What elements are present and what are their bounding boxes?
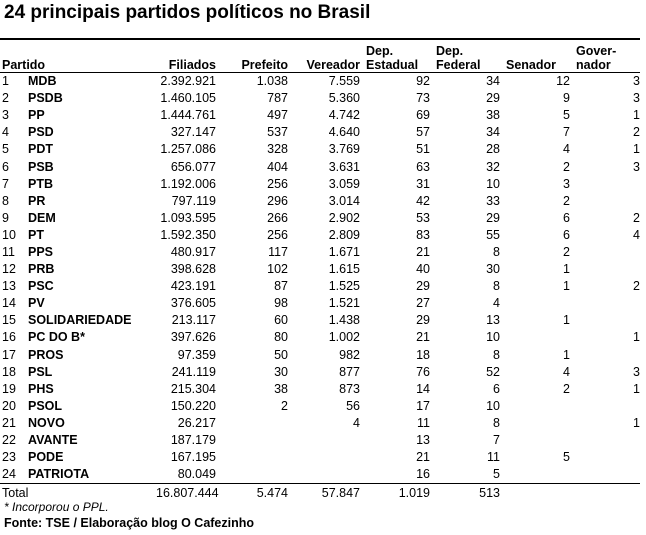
cell-senador: 12 bbox=[556, 74, 570, 89]
footnote: * Incorporou o PPL. bbox=[4, 500, 109, 514]
cell-senador: 5 bbox=[563, 108, 570, 123]
cell-prefeito: 2 bbox=[281, 398, 288, 413]
cell-dep-federal: 38 bbox=[486, 108, 500, 123]
header-vereador: Vereador bbox=[288, 39, 360, 73]
cell-dep-estadual: 21 bbox=[416, 330, 430, 345]
cell-senador: 2 bbox=[563, 159, 570, 174]
cell-senador: 4 bbox=[563, 364, 570, 379]
cell-governador bbox=[570, 347, 640, 364]
cell-prefeito bbox=[216, 432, 288, 449]
cell-vereador bbox=[288, 432, 360, 449]
cell-prefeito: 87 bbox=[274, 279, 288, 294]
cell-dep-estadual: 13 bbox=[416, 433, 430, 448]
row-number: 6 bbox=[2, 159, 9, 174]
cell-dep-estadual: 63 bbox=[416, 159, 430, 174]
cell-prefeito bbox=[216, 466, 288, 484]
cell-governador: 3 bbox=[633, 74, 640, 89]
table-row bbox=[0, 261, 640, 278]
cell-prefeito: 328 bbox=[267, 142, 288, 157]
cell-filiados: 1.257.086 bbox=[160, 142, 216, 157]
cell-governador: 3 bbox=[633, 91, 640, 106]
cell-dep-estadual: 42 bbox=[416, 193, 430, 208]
cell-prefeito: 787 bbox=[267, 91, 288, 106]
cell-filiados: 376.605 bbox=[170, 296, 216, 311]
total-dep-estadual: 1.019 bbox=[360, 484, 430, 503]
cell-senador: 4 bbox=[563, 142, 570, 157]
cell-prefeito: 60 bbox=[274, 313, 288, 328]
cell-senador: 3 bbox=[563, 176, 570, 191]
total-vereador: 57.847 bbox=[288, 484, 360, 503]
party-name: PHS bbox=[28, 381, 54, 396]
cell-prefeito: 404 bbox=[267, 159, 288, 174]
cell-prefeito: 50 bbox=[274, 347, 288, 362]
cell-vereador: 3.769 bbox=[328, 142, 360, 157]
party-name: PSB bbox=[28, 159, 54, 174]
cell-filiados: 480.917 bbox=[170, 244, 216, 259]
cell-filiados: 397.626 bbox=[170, 330, 216, 345]
party-name: PODE bbox=[28, 450, 64, 465]
party-name: DEM bbox=[28, 210, 56, 225]
cell-dep-federal: 10 bbox=[486, 176, 500, 191]
cell-dep-federal: 13 bbox=[486, 313, 500, 328]
cell-filiados: 1.460.105 bbox=[160, 91, 216, 106]
row-number: 5 bbox=[2, 142, 9, 157]
row-number: 2 bbox=[2, 91, 9, 106]
cell-dep-estadual: 14 bbox=[416, 381, 430, 396]
cell-dep-estadual: 83 bbox=[416, 227, 430, 242]
cell-senador bbox=[500, 466, 570, 484]
row-number: 18 bbox=[2, 364, 16, 379]
cell-dep-federal: 8 bbox=[493, 279, 500, 294]
cell-governador bbox=[570, 449, 640, 466]
cell-dep-federal: 52 bbox=[486, 364, 500, 379]
table-row bbox=[0, 381, 640, 398]
row-number: 15 bbox=[2, 313, 16, 328]
cell-senador: 1 bbox=[563, 347, 570, 362]
total-dep-federal: 513 bbox=[430, 484, 500, 503]
header-dep-estadual: Dep. Estadual bbox=[360, 39, 430, 73]
parties-table bbox=[0, 38, 640, 502]
table-row bbox=[0, 227, 640, 244]
cell-governador bbox=[570, 432, 640, 449]
cell-senador: 5 bbox=[563, 450, 570, 465]
cell-filiados: 1.444.761 bbox=[160, 108, 216, 123]
cell-dep-federal: 5 bbox=[493, 467, 500, 482]
cell-filiados: 797.119 bbox=[171, 193, 216, 208]
cell-prefeito: 296 bbox=[267, 193, 288, 208]
cell-dep-federal: 4 bbox=[493, 296, 500, 311]
cell-prefeito: 256 bbox=[267, 176, 288, 191]
table-row bbox=[0, 73, 640, 91]
cell-prefeito: 98 bbox=[274, 296, 288, 311]
party-name: SOLIDARIEDADE bbox=[28, 313, 132, 328]
table-row bbox=[0, 124, 640, 141]
cell-governador: 4 bbox=[633, 227, 640, 242]
party-name: PSOL bbox=[28, 398, 63, 413]
cell-filiados: 1.592.350 bbox=[160, 227, 216, 242]
row-number: 3 bbox=[2, 108, 9, 123]
table-header bbox=[0, 39, 640, 73]
cell-vereador: 1.525 bbox=[328, 279, 360, 294]
table-row bbox=[0, 347, 640, 364]
cell-vereador: 56 bbox=[346, 398, 360, 413]
table-row bbox=[0, 449, 640, 466]
cell-senador: 6 bbox=[563, 227, 570, 242]
row-number: 7 bbox=[2, 176, 9, 191]
cell-dep-estadual: 27 bbox=[416, 296, 430, 311]
cell-governador: 2 bbox=[633, 279, 640, 294]
cell-vereador: 3.631 bbox=[328, 159, 360, 174]
cell-prefeito: 537 bbox=[267, 125, 288, 140]
cell-senador: 2 bbox=[563, 193, 570, 208]
cell-prefeito: 80 bbox=[274, 330, 288, 345]
party-name: PV bbox=[28, 296, 45, 311]
cell-governador: 1 bbox=[633, 142, 640, 157]
cell-dep-federal: 33 bbox=[486, 193, 500, 208]
party-name: PRB bbox=[28, 262, 55, 277]
cell-senador: 7 bbox=[563, 125, 570, 140]
cell-vereador: 2.902 bbox=[328, 210, 360, 225]
cell-filiados: 167.195 bbox=[170, 450, 216, 465]
row-number: 12 bbox=[2, 262, 16, 277]
cell-governador: 1 bbox=[633, 330, 640, 345]
party-name: NOVO bbox=[28, 415, 65, 430]
cell-dep-federal: 10 bbox=[486, 398, 500, 413]
cell-dep-estadual: 11 bbox=[417, 415, 430, 430]
table-row bbox=[0, 90, 640, 107]
table-row bbox=[0, 278, 640, 295]
cell-dep-federal: 29 bbox=[486, 210, 500, 225]
page-title: 24 principais partidos políticos no Brasil bbox=[4, 2, 371, 23]
cell-vereador: 1.615 bbox=[328, 262, 360, 277]
cell-dep-federal: 29 bbox=[486, 91, 500, 106]
cell-senador: 9 bbox=[563, 91, 570, 106]
party-name: MDB bbox=[28, 74, 57, 89]
cell-filiados: 398.628 bbox=[170, 262, 216, 277]
row-number: 8 bbox=[2, 193, 9, 208]
row-number: 11 bbox=[2, 244, 15, 259]
cell-vereador bbox=[288, 449, 360, 466]
cell-prefeito: 30 bbox=[274, 364, 288, 379]
cell-dep-estadual: 53 bbox=[416, 210, 430, 225]
party-name: PC DO B* bbox=[28, 330, 85, 345]
party-name: PATRIOTA bbox=[28, 467, 90, 482]
total-filiados: 16.807.444 bbox=[156, 484, 216, 503]
cell-vereador: 5.360 bbox=[328, 91, 360, 106]
cell-filiados: 97.359 bbox=[177, 347, 216, 362]
cell-dep-estadual: 31 bbox=[416, 176, 430, 191]
cell-vereador: 3.059 bbox=[328, 176, 360, 191]
source-credit: Fonte: TSE / Elaboração blog O Cafezinho bbox=[4, 516, 255, 530]
cell-governador: 2 bbox=[633, 210, 640, 225]
cell-vereador: 982 bbox=[339, 347, 360, 362]
party-name: PPS bbox=[28, 244, 54, 259]
cell-filiados: 150.220 bbox=[170, 398, 216, 413]
cell-governador bbox=[570, 295, 640, 312]
cell-dep-federal: 8 bbox=[493, 347, 500, 362]
cell-dep-estadual: 21 bbox=[416, 450, 430, 465]
cell-dep-federal: 11 bbox=[487, 450, 500, 465]
header-senador: Senador bbox=[500, 39, 570, 73]
cell-dep-federal: 55 bbox=[486, 227, 500, 242]
cell-senador bbox=[500, 295, 570, 312]
row-number: 14 bbox=[2, 296, 16, 311]
cell-dep-estadual: 69 bbox=[416, 108, 430, 123]
cell-senador bbox=[500, 415, 570, 432]
cell-vereador: 877 bbox=[339, 364, 360, 379]
cell-filiados: 327.147 bbox=[170, 125, 216, 140]
cell-filiados: 80.049 bbox=[177, 467, 216, 482]
cell-dep-federal: 6 bbox=[493, 381, 500, 396]
cell-vereador: 4 bbox=[353, 415, 360, 430]
cell-dep-estadual: 76 bbox=[416, 364, 430, 379]
cell-prefeito: 497 bbox=[267, 108, 288, 123]
cell-filiados: 215.304 bbox=[170, 381, 216, 396]
cell-vereador bbox=[288, 466, 360, 484]
cell-senador: 1 bbox=[563, 262, 570, 277]
cell-filiados: 1.093.595 bbox=[160, 210, 216, 225]
row-number: 20 bbox=[2, 398, 16, 413]
cell-filiados: 213.117 bbox=[171, 313, 216, 328]
table-body bbox=[0, 73, 640, 484]
cell-dep-estadual: 57 bbox=[416, 125, 430, 140]
party-name: PP bbox=[28, 108, 45, 123]
header-prefeito: Prefeito bbox=[216, 39, 288, 73]
cell-dep-federal: 30 bbox=[486, 262, 500, 277]
cell-dep-estadual: 92 bbox=[416, 74, 430, 89]
table-row bbox=[0, 295, 640, 312]
cell-dep-estadual: 29 bbox=[416, 313, 430, 328]
cell-governador bbox=[570, 193, 640, 210]
cell-prefeito bbox=[216, 415, 288, 432]
party-name: PR bbox=[28, 193, 46, 208]
cell-governador: 1 bbox=[633, 381, 640, 396]
table-row bbox=[0, 193, 640, 210]
cell-governador: 3 bbox=[633, 364, 640, 379]
party-name: PDT bbox=[28, 142, 53, 157]
cell-senador: 1 bbox=[563, 313, 570, 328]
cell-governador bbox=[570, 244, 640, 261]
table-row bbox=[0, 141, 640, 158]
cell-governador: 1 bbox=[633, 108, 640, 123]
cell-dep-federal: 32 bbox=[486, 159, 500, 174]
cell-dep-estadual: 73 bbox=[416, 91, 430, 106]
table-row bbox=[0, 432, 640, 449]
party-name: PSL bbox=[28, 364, 53, 379]
cell-filiados: 187.179 bbox=[170, 433, 216, 448]
table-row bbox=[0, 210, 640, 227]
party-name: PTB bbox=[28, 176, 53, 191]
party-name: PSD bbox=[28, 125, 54, 140]
cell-governador bbox=[570, 466, 640, 484]
cell-prefeito: 117 bbox=[268, 244, 288, 259]
cell-vereador: 1.521 bbox=[328, 296, 360, 311]
cell-vereador: 2.809 bbox=[328, 227, 360, 242]
row-number: 4 bbox=[2, 125, 9, 140]
cell-dep-estadual: 51 bbox=[416, 142, 430, 157]
cell-governador: 1 bbox=[633, 415, 640, 430]
cell-governador: 2 bbox=[633, 125, 640, 140]
cell-dep-federal: 10 bbox=[486, 330, 500, 345]
row-number: 17 bbox=[2, 347, 16, 362]
cell-prefeito: 102 bbox=[267, 262, 288, 277]
cell-vereador: 873 bbox=[339, 381, 360, 396]
table-row bbox=[0, 364, 640, 381]
row-number: 9 bbox=[2, 210, 9, 225]
header-governador: Gover- nador bbox=[570, 39, 640, 73]
cell-senador bbox=[500, 398, 570, 415]
row-number: 10 bbox=[2, 227, 16, 242]
table-row bbox=[0, 415, 640, 432]
cell-filiados: 1.192.006 bbox=[160, 176, 216, 191]
cell-vereador: 4.742 bbox=[328, 108, 360, 123]
row-number: 1 bbox=[2, 74, 9, 89]
table-row bbox=[0, 107, 640, 124]
row-number: 24 bbox=[2, 467, 16, 482]
table-row bbox=[0, 329, 640, 346]
total-prefeito: 5.474 bbox=[216, 484, 288, 503]
table-row bbox=[0, 466, 640, 484]
cell-vereador: 3.014 bbox=[328, 193, 360, 208]
table-row bbox=[0, 398, 640, 415]
cell-senador bbox=[500, 329, 570, 346]
cell-governador bbox=[570, 398, 640, 415]
cell-filiados: 656.077 bbox=[170, 159, 216, 174]
total-governador bbox=[570, 484, 640, 503]
header-partido: Partido bbox=[0, 39, 156, 73]
table-row bbox=[0, 244, 640, 261]
cell-senador: 6 bbox=[563, 210, 570, 225]
cell-dep-estadual: 16 bbox=[416, 467, 430, 482]
cell-dep-federal: 28 bbox=[486, 142, 500, 157]
row-number: 22 bbox=[2, 433, 16, 448]
cell-dep-federal: 8 bbox=[493, 415, 500, 430]
cell-dep-federal: 7 bbox=[493, 433, 500, 448]
cell-vereador: 4.640 bbox=[328, 125, 360, 140]
cell-prefeito: 266 bbox=[267, 210, 288, 225]
cell-governador: 3 bbox=[633, 159, 640, 174]
cell-dep-federal: 34 bbox=[486, 125, 500, 140]
cell-vereador: 1.002 bbox=[328, 330, 360, 345]
party-name: PSC bbox=[28, 279, 54, 294]
cell-vereador: 7.559 bbox=[328, 74, 360, 89]
row-number: 16 bbox=[2, 330, 16, 345]
table-row bbox=[0, 312, 640, 329]
cell-prefeito: 256 bbox=[267, 227, 288, 242]
cell-senador bbox=[500, 432, 570, 449]
header-filiados: Filiados bbox=[156, 39, 216, 73]
party-name: PSDB bbox=[28, 91, 63, 106]
party-name: PT bbox=[28, 227, 44, 242]
table-row bbox=[0, 176, 640, 193]
cell-prefeito: 38 bbox=[274, 381, 288, 396]
cell-vereador: 1.671 bbox=[328, 244, 360, 259]
cell-dep-estadual: 40 bbox=[416, 262, 430, 277]
party-name: AVANTE bbox=[28, 433, 78, 448]
row-number: 13 bbox=[2, 279, 16, 294]
cell-senador: 1 bbox=[563, 279, 570, 294]
header-dep-federal: Dep. Federal bbox=[430, 39, 500, 73]
cell-senador: 2 bbox=[563, 244, 570, 259]
cell-prefeito: 1.038 bbox=[256, 74, 288, 89]
row-number: 21 bbox=[2, 415, 16, 430]
cell-vereador: 1.438 bbox=[328, 313, 360, 328]
cell-filiados: 423.191 bbox=[170, 279, 216, 294]
cell-filiados: 241.119 bbox=[171, 364, 216, 379]
cell-dep-estadual: 18 bbox=[416, 347, 430, 362]
table-row bbox=[0, 158, 640, 175]
cell-dep-federal: 34 bbox=[486, 74, 500, 89]
total-label: Total bbox=[0, 484, 156, 503]
cell-dep-federal: 8 bbox=[493, 244, 500, 259]
cell-dep-estadual: 29 bbox=[416, 279, 430, 294]
cell-senador: 2 bbox=[563, 381, 570, 396]
total-senador bbox=[500, 484, 570, 503]
row-number: 23 bbox=[2, 450, 16, 465]
cell-dep-estadual: 17 bbox=[416, 398, 430, 413]
cell-filiados: 26.217 bbox=[177, 415, 216, 430]
cell-filiados: 2.392.921 bbox=[160, 74, 216, 89]
cell-governador bbox=[570, 176, 640, 193]
cell-dep-estadual: 21 bbox=[416, 244, 430, 259]
party-name: PROS bbox=[28, 347, 64, 362]
row-number: 19 bbox=[2, 381, 16, 396]
cell-prefeito bbox=[216, 449, 288, 466]
cell-governador bbox=[570, 312, 640, 329]
cell-governador bbox=[570, 261, 640, 278]
